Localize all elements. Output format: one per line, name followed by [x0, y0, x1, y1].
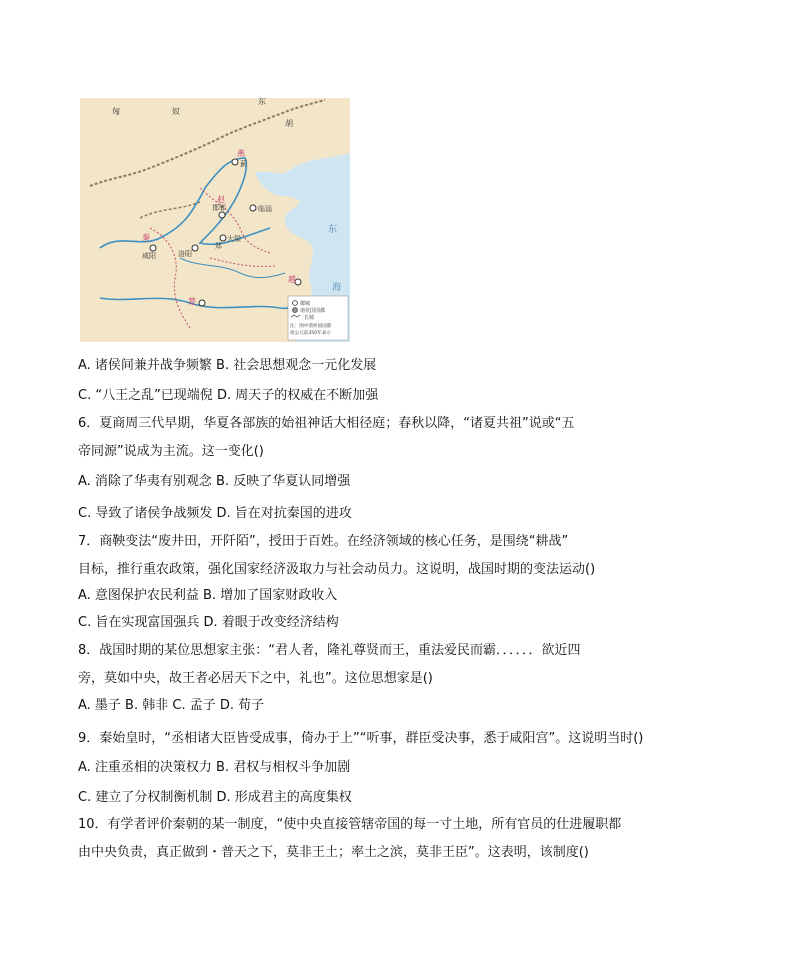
city-marker-luoyang: [192, 245, 198, 251]
city-marker-ying: [199, 300, 205, 306]
label-xiongnu-1: 匈: [112, 107, 120, 116]
warring-states-map: [80, 98, 350, 342]
label-zheng: 郑: [215, 242, 222, 250]
q10-stem-line-2: 由中央负责，真正做到・普天之下，莫非王土；率土之滨，莫非王臣”。这表明，该制度(): [78, 845, 589, 860]
q9-options-ab: A. 注重丞相的决策权力 B. 君权与相权斗争加剧: [78, 760, 351, 775]
great-wall-line: [140, 202, 200, 218]
q6-stem-line-2: 帝同源”说成为主流。这一变化(): [78, 444, 264, 459]
yellow-river: [100, 158, 270, 248]
q6-stem-line-1: 6．夏商周三代早期，华夏各部族的始祖神话大相径庭；春秋以降，“诸夏共祖”说或“五: [78, 416, 575, 431]
city-marker-handan: [219, 212, 225, 218]
label-qin: 秦: [142, 233, 150, 242]
q10-stem-line-1: 10．有学者评价秦朝的某一制度，“使中央直接管辖帝国的每一寸土地，所有官员的仕进履职都: [78, 817, 622, 832]
label-daliang: 大梁: [227, 235, 241, 243]
q5-options-ab: A. 诸侯间兼并战争频繁 B. 社会思想观念一元化发展: [78, 358, 377, 373]
q5-options-cd: C. “八王之乱”已现端倪 D. 周天子的权威在不断加强: [78, 388, 379, 403]
label-xianyang: 咸阳: [142, 252, 156, 260]
label-dong: 东: [328, 225, 338, 235]
q7-stem-line-1: 7．商鞅变法“废井田，开阡陌”，授田于百姓。在经济领域的核心任务，是围绕“耕战”: [78, 534, 569, 549]
legend-capital-label: 都城: [300, 301, 311, 307]
q8-stem-line-2: 旁，莫如中央，故王者必居天下之中，礼也”。这位思想家是(): [78, 671, 433, 686]
label-linzi: 临淄: [258, 205, 272, 213]
label-luoyang: 洛阳: [178, 250, 192, 258]
label-chu: 楚: [188, 297, 196, 306]
legend-wall-label: 长城: [304, 315, 315, 321]
label-hai: 海: [332, 283, 342, 293]
legend-state-capital-icon: [293, 308, 298, 313]
q9-stem: 9．秦始皇时，“丞相诸大臣皆受成事，倚办于上”“听事，群臣受决事，悉于咸阳宫”。这说明当时(): [78, 731, 644, 746]
q6-options-ab: A. 消除了华夷有别观念 B. 反映了华夏认同增强: [78, 474, 351, 489]
label-zhao: 赵: [217, 195, 225, 204]
city-marker-linzi: [250, 205, 256, 211]
yangtze-river: [100, 298, 312, 308]
map-graphic: [80, 98, 350, 342]
huai-river: [180, 258, 285, 278]
city-marker-ji: [232, 159, 238, 165]
legend-capital-icon: [293, 301, 298, 306]
state-boundary: [200, 188, 270, 253]
label-xiongnu-2: 奴: [172, 107, 180, 116]
q7-options-cd: C. 旨在实现富国强兵 D. 着眼于改变经济结构: [78, 615, 339, 630]
label-handan: 邯郸: [212, 204, 226, 212]
state-boundary: [210, 258, 275, 266]
q6-options-cd: C. 导致了诸侯争战频发 D. 旨在对抗秦国的进攻: [78, 506, 352, 521]
city-marker-daliang: [220, 235, 226, 241]
q8-options: A. 墨子 B. 韩非 C. 孟子 D. 荀子: [78, 698, 265, 713]
legend-note-line-1: 注：图中诸侯国国都: [290, 324, 332, 329]
label-ji: 蓟: [240, 160, 247, 168]
q9-options-cd: C. 建立了分权制衡机制 D. 形成君主的高度集权: [78, 790, 352, 805]
q8-stem-line-1: 8．战国时期的某位思想家主张：“君人者，隆礼尊贤而王，重法爱民而霸．．．．．．欲近四: [78, 643, 581, 658]
q7-stem-line-2: 目标，推行重农政策，强化国家经济汲取力与社会动员力。这说明，战国时期的变法运动(): [78, 562, 596, 577]
label-yan: 燕: [237, 149, 245, 158]
legend-note-line-2: 指公元前350年表示: [290, 331, 331, 336]
legend-state-capital-label: 诸侯国国都: [300, 308, 326, 314]
label-yue: 越: [288, 275, 296, 284]
label-donghu-1: 东: [258, 98, 266, 106]
q7-options-ab: A. 意图保护农民利益 B. 增加了国家财政收入: [78, 588, 338, 603]
state-boundary: [150, 228, 190, 328]
city-marker-xianyang: [150, 245, 156, 251]
label-donghu-2: 胡: [285, 119, 293, 128]
